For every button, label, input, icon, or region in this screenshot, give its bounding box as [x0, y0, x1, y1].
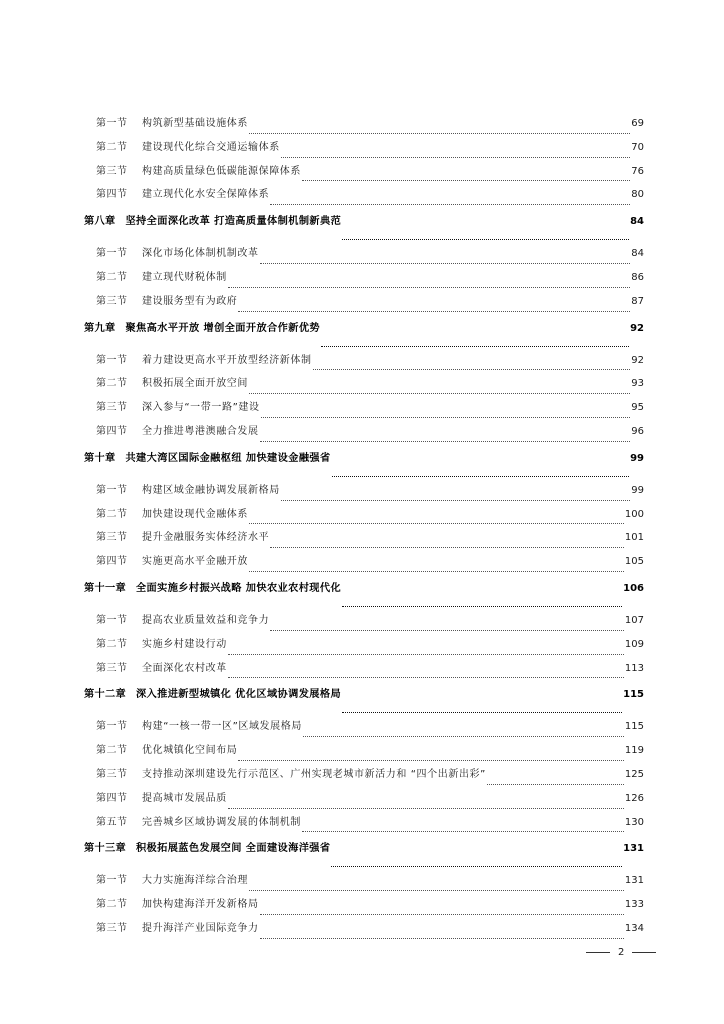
toc-dot-leader [249, 133, 630, 134]
toc-entry-page: 99 [630, 452, 644, 464]
toc-dot-leader [281, 500, 630, 501]
toc-dot-leader [303, 736, 624, 737]
toc-section-entry[interactable] [84, 351, 644, 375]
toc-entry-title: 提升海洋产业国际竞争力 [142, 922, 259, 934]
toc-entry-page: 115 [624, 721, 644, 733]
toc-section-entry[interactable] [84, 244, 644, 268]
toc-chapter-entry[interactable] [84, 449, 644, 481]
toc-entry-page: 106 [623, 582, 644, 594]
toc-dot-leader [260, 938, 624, 939]
toc-entry-number: 第四节 [96, 556, 128, 568]
toc-section-entry[interactable] [84, 374, 644, 398]
toc-section-entry[interactable] [84, 635, 644, 659]
toc-entry-page: 133 [624, 899, 644, 911]
toc-chapter-entry[interactable] [84, 212, 644, 244]
toc-dot-leader [249, 890, 624, 891]
toc-entry-number: 第三节 [96, 295, 128, 307]
toc-section-entry[interactable] [84, 185, 644, 209]
toc-dot-leader [342, 606, 622, 607]
toc-entry-number: 第一节 [96, 614, 128, 626]
toc-entry-number: 第三节 [96, 165, 128, 177]
toc-entry-page: 100 [624, 508, 644, 520]
toc-section-entry[interactable] [84, 611, 644, 635]
toc-section-entry[interactable] [84, 919, 644, 943]
toc-entry-number: 第三节 [96, 662, 128, 674]
toc-entry-title: 实施乡村建设行动 [142, 638, 227, 650]
toc-section-entry[interactable] [84, 813, 644, 837]
toc-dot-leader [270, 204, 630, 205]
toc-entry-number: 第十一章 [84, 582, 126, 594]
toc-dot-leader [228, 677, 624, 678]
toc-entry-title: 全面深化农村改革 [142, 662, 227, 674]
toc-entry-page: 87 [631, 295, 644, 307]
toc-entry-page: 101 [624, 532, 644, 544]
toc-section-entry[interactable] [84, 741, 644, 765]
toc-entry-number: 第三节 [96, 768, 128, 780]
toc-dot-leader [281, 157, 630, 158]
toc-entry-page: 93 [631, 378, 644, 390]
toc-entry-number: 第五节 [96, 816, 128, 828]
toc-entry-number: 第八章 [84, 216, 116, 228]
toc-entry-page: 95 [631, 402, 644, 414]
toc-section-entry[interactable] [84, 138, 644, 162]
toc-entry-title: 积极拓展全面开放空间 [142, 378, 248, 390]
toc-entry-title: 建立现代化水安全保障体系 [142, 189, 270, 201]
toc-entry-number: 第二节 [96, 899, 128, 911]
toc-chapter-entry[interactable] [84, 579, 644, 611]
toc-entry-page: 125 [624, 768, 644, 780]
toc-dot-leader [302, 831, 624, 832]
toc-dot-leader [260, 441, 631, 442]
footer-rule-left [586, 952, 610, 953]
footer-rule-right [632, 952, 656, 953]
toc-entry-page: 80 [631, 189, 644, 201]
page-number: 2 [618, 947, 625, 958]
toc-entry-title: 加快建设现代金融体系 [142, 508, 248, 520]
toc-entry-number: 第一节 [96, 354, 128, 366]
toc-entry-title: 提高农业质量效益和竞争力 [142, 614, 270, 626]
toc-entry-number: 第二节 [96, 141, 128, 153]
toc-entry-number: 第二节 [96, 638, 128, 650]
toc-dot-leader [228, 808, 624, 809]
toc-entry-title: 建立现代财税体制 [142, 271, 227, 283]
toc-entry-title: 优化城镇化空间布局 [142, 745, 238, 757]
toc-entry-page: 131 [623, 843, 644, 855]
toc-entry-title: 全力推进粤港澳融合发展 [142, 425, 259, 437]
toc-dot-leader [228, 654, 624, 655]
toc-entry-page: 99 [631, 484, 644, 496]
toc-dot-leader [261, 417, 631, 418]
toc-section-entry[interactable] [84, 162, 644, 186]
toc-entry-number: 第二节 [96, 271, 128, 283]
toc-entry-number: 第二节 [96, 508, 128, 520]
toc-chapter-entry[interactable] [84, 839, 644, 871]
toc-section-entry[interactable] [84, 481, 644, 505]
toc-dot-leader [270, 630, 624, 631]
toc-entry-title: 着力建设更高水平开放型经济新体制 [142, 354, 312, 366]
toc-dot-leader [487, 784, 624, 785]
toc-entry-number: 第四节 [96, 792, 128, 804]
toc-section-entry[interactable] [84, 505, 644, 529]
toc-entry-page: 134 [624, 922, 644, 934]
page-footer [578, 947, 664, 958]
toc-entry-number: 第二节 [96, 378, 128, 390]
toc-dot-leader [249, 523, 624, 524]
toc-entry-page: 126 [624, 792, 644, 804]
toc-section-entry[interactable] [84, 659, 644, 683]
table-of-contents [84, 114, 644, 943]
toc-entry-title: 深入推进新型城镇化 优化区域协调发展格局 [135, 689, 342, 701]
toc-entry-number: 第四节 [96, 189, 128, 201]
toc-dot-leader [342, 239, 629, 240]
toc-entry-title: 提高城市发展品质 [142, 792, 227, 804]
toc-entry-number: 第一节 [96, 875, 128, 887]
toc-section-entry[interactable] [84, 717, 644, 741]
toc-entry-page: 119 [624, 745, 644, 757]
toc-entry-number: 第一节 [96, 721, 128, 733]
toc-entry-page: 130 [624, 816, 644, 828]
toc-entry-page: 107 [624, 614, 644, 626]
toc-chapter-entry[interactable] [84, 685, 644, 717]
toc-section-entry[interactable] [84, 552, 644, 576]
toc-entry-number: 第十章 [84, 452, 116, 464]
toc-entry-title: 建设现代化综合交通运输体系 [142, 141, 280, 153]
toc-dot-leader [228, 287, 630, 288]
toc-entry-title: 构建“一核一带一区”区域发展格局 [142, 721, 302, 733]
toc-dot-leader [313, 369, 631, 370]
toc-entry-page: 92 [631, 354, 644, 366]
toc-entry-page: 109 [624, 638, 644, 650]
toc-entry-page: 113 [624, 662, 644, 674]
toc-entry-number: 第一节 [96, 248, 128, 260]
toc-entry-title: 共建大湾区国际金融枢纽 加快建设金融强省 [125, 452, 331, 464]
toc-entry-title: 建设服务型有为政府 [142, 295, 238, 307]
toc-section-entry[interactable] [84, 765, 644, 789]
toc-dot-leader [260, 263, 631, 264]
toc-dot-leader [331, 866, 622, 867]
toc-dot-leader [249, 393, 630, 394]
toc-entry-title: 深化市场化体制机制改革 [142, 248, 259, 260]
toc-entry-page: 92 [630, 322, 644, 334]
toc-entry-title: 加快构建海洋开发新格局 [142, 899, 259, 911]
toc-chapter-entry[interactable] [84, 319, 644, 351]
toc-entry-number: 第四节 [96, 425, 128, 437]
toc-entry-title: 实施更高水平金融开放 [142, 556, 248, 568]
toc-entry-page: 76 [631, 165, 644, 177]
toc-entry-title: 支持推动深圳建设先行示范区、广州实现老城市新活力和 “四个出新出彩” [142, 768, 486, 780]
toc-entry-title: 坚持全面深化改革 打造高质量体制机制新典范 [125, 216, 342, 228]
toc-entry-page: 86 [631, 271, 644, 283]
toc-entry-page: 105 [624, 556, 644, 568]
toc-section-entry[interactable] [84, 268, 644, 292]
toc-entry-title: 构筑新型基础设施体系 [142, 118, 248, 129]
toc-section-entry[interactable] [84, 789, 644, 813]
toc-dot-leader [238, 760, 624, 761]
toc-entry-title: 积极拓展蓝色发展空间 全面建设海洋强省 [135, 843, 331, 855]
toc-dot-leader [260, 914, 624, 915]
toc-entry-page: 69 [631, 118, 644, 129]
toc-entry-title: 深入参与“一带一路”建设 [142, 402, 260, 414]
toc-section-entry[interactable] [84, 114, 644, 138]
toc-entry-number: 第二节 [96, 745, 128, 757]
toc-entry-title: 全面实施乡村振兴战略 加快农业农村现代化 [135, 582, 342, 594]
toc-entry-title: 构建区域金融协调发展新格局 [142, 484, 280, 496]
toc-entry-number: 第一节 [96, 118, 128, 129]
toc-entry-number: 第三节 [96, 922, 128, 934]
toc-entry-page: 115 [623, 689, 644, 701]
toc-section-entry[interactable] [84, 528, 644, 552]
toc-entry-title: 大力实施海洋综合治理 [142, 875, 248, 887]
toc-section-entry[interactable] [84, 292, 644, 316]
toc-entry-number: 第九章 [84, 322, 116, 334]
toc-entry-title: 完善城乡区域协调发展的体制机制 [142, 816, 301, 828]
toc-dot-leader [249, 571, 624, 572]
toc-dot-leader [342, 712, 622, 713]
toc-entry-title: 聚焦高水平开放 增创全面开放合作新优势 [125, 322, 320, 334]
toc-entry-page: 84 [631, 248, 644, 260]
toc-entry-title: 构建高质量绿色低碳能源保障体系 [142, 165, 301, 177]
toc-entry-number: 第十二章 [84, 689, 126, 701]
toc-entry-number: 第十三章 [84, 843, 126, 855]
toc-entry-number: 第一节 [96, 484, 128, 496]
toc-entry-number: 第三节 [96, 532, 128, 544]
toc-dot-leader [321, 346, 629, 347]
toc-entry-page: 96 [631, 425, 644, 437]
toc-dot-leader [238, 311, 630, 312]
toc-entry-page: 131 [624, 875, 644, 887]
toc-entry-number: 第三节 [96, 402, 128, 414]
toc-entry-page: 84 [630, 216, 644, 228]
toc-entry-page: 70 [631, 141, 644, 153]
toc-section-entry[interactable] [84, 398, 644, 422]
toc-dot-leader [270, 547, 624, 548]
toc-dot-leader [302, 180, 630, 181]
toc-section-entry[interactable] [84, 895, 644, 919]
toc-section-entry[interactable] [84, 422, 644, 446]
toc-entry-title: 提升金融服务实体经济水平 [142, 532, 270, 544]
toc-dot-leader [332, 476, 630, 477]
toc-section-entry[interactable] [84, 871, 644, 895]
